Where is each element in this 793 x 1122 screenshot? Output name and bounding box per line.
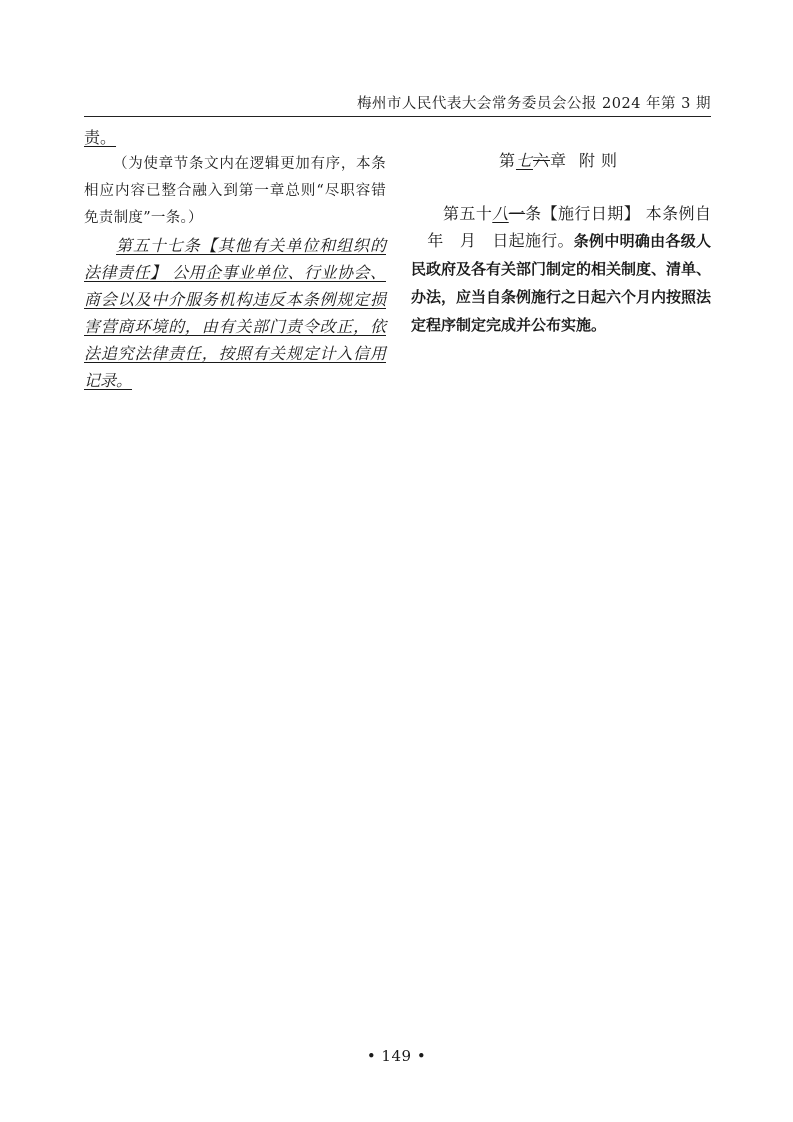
- article-inserted-number: 八: [492, 204, 509, 223]
- article-text-d: 日起施行。: [492, 231, 574, 250]
- article-deleted-number: 一: [508, 204, 526, 223]
- header-rule: [84, 116, 711, 117]
- publication-header: 梅州市人民代表大会常务委员会公报 2024 年第 3 期: [356, 96, 711, 112]
- chapter-title: 附则: [579, 151, 624, 170]
- article-text-a: 本条例自: [645, 204, 711, 223]
- continuation-text: [84, 124, 386, 151]
- chapter-prefix: 第: [498, 151, 516, 170]
- right-column: [411, 124, 711, 339]
- chapter-suffix: 章: [550, 151, 568, 170]
- continuation-underlined: 责。: [84, 128, 117, 147]
- chapter-inserted-number: 七: [515, 151, 533, 170]
- article-57-body: 公用企事业单位、行业协会、商会以及中介服务机构违反本条例规定损害营商环境的，由有关部门责令改正，依法追究法律责任，按照有关规定计入信用记录。: [84, 263, 386, 390]
- article-text-c: 月: [459, 231, 477, 250]
- editorial-note: （为使章节条文内在逻辑更加有序，本条相应内容已整合融入到第一章总则“尽职容错免责制度”一条。）: [84, 156, 386, 226]
- article-prefix: 第五十: [443, 204, 493, 223]
- article-bold-addition: 条例中明确由各级人民政府及各有关部门制定的相关制度、清单、办法，应当自条例施行之日起六个月内按照法定程序制定完成并公布实施。: [411, 232, 712, 334]
- article-text-b: 年: [427, 231, 444, 250]
- chapter-heading: [411, 147, 711, 174]
- article-57-label: 第五十七条【其他有关单位和组织的法律责任】: [84, 236, 386, 282]
- chapter-deleted-number: 六: [532, 151, 550, 170]
- article-57: [84, 232, 386, 394]
- article-label: 条【施行日期】: [525, 204, 641, 223]
- left-column: [84, 124, 386, 394]
- article-effective-date: [411, 200, 711, 339]
- page-number: • 149 •: [366, 1047, 427, 1065]
